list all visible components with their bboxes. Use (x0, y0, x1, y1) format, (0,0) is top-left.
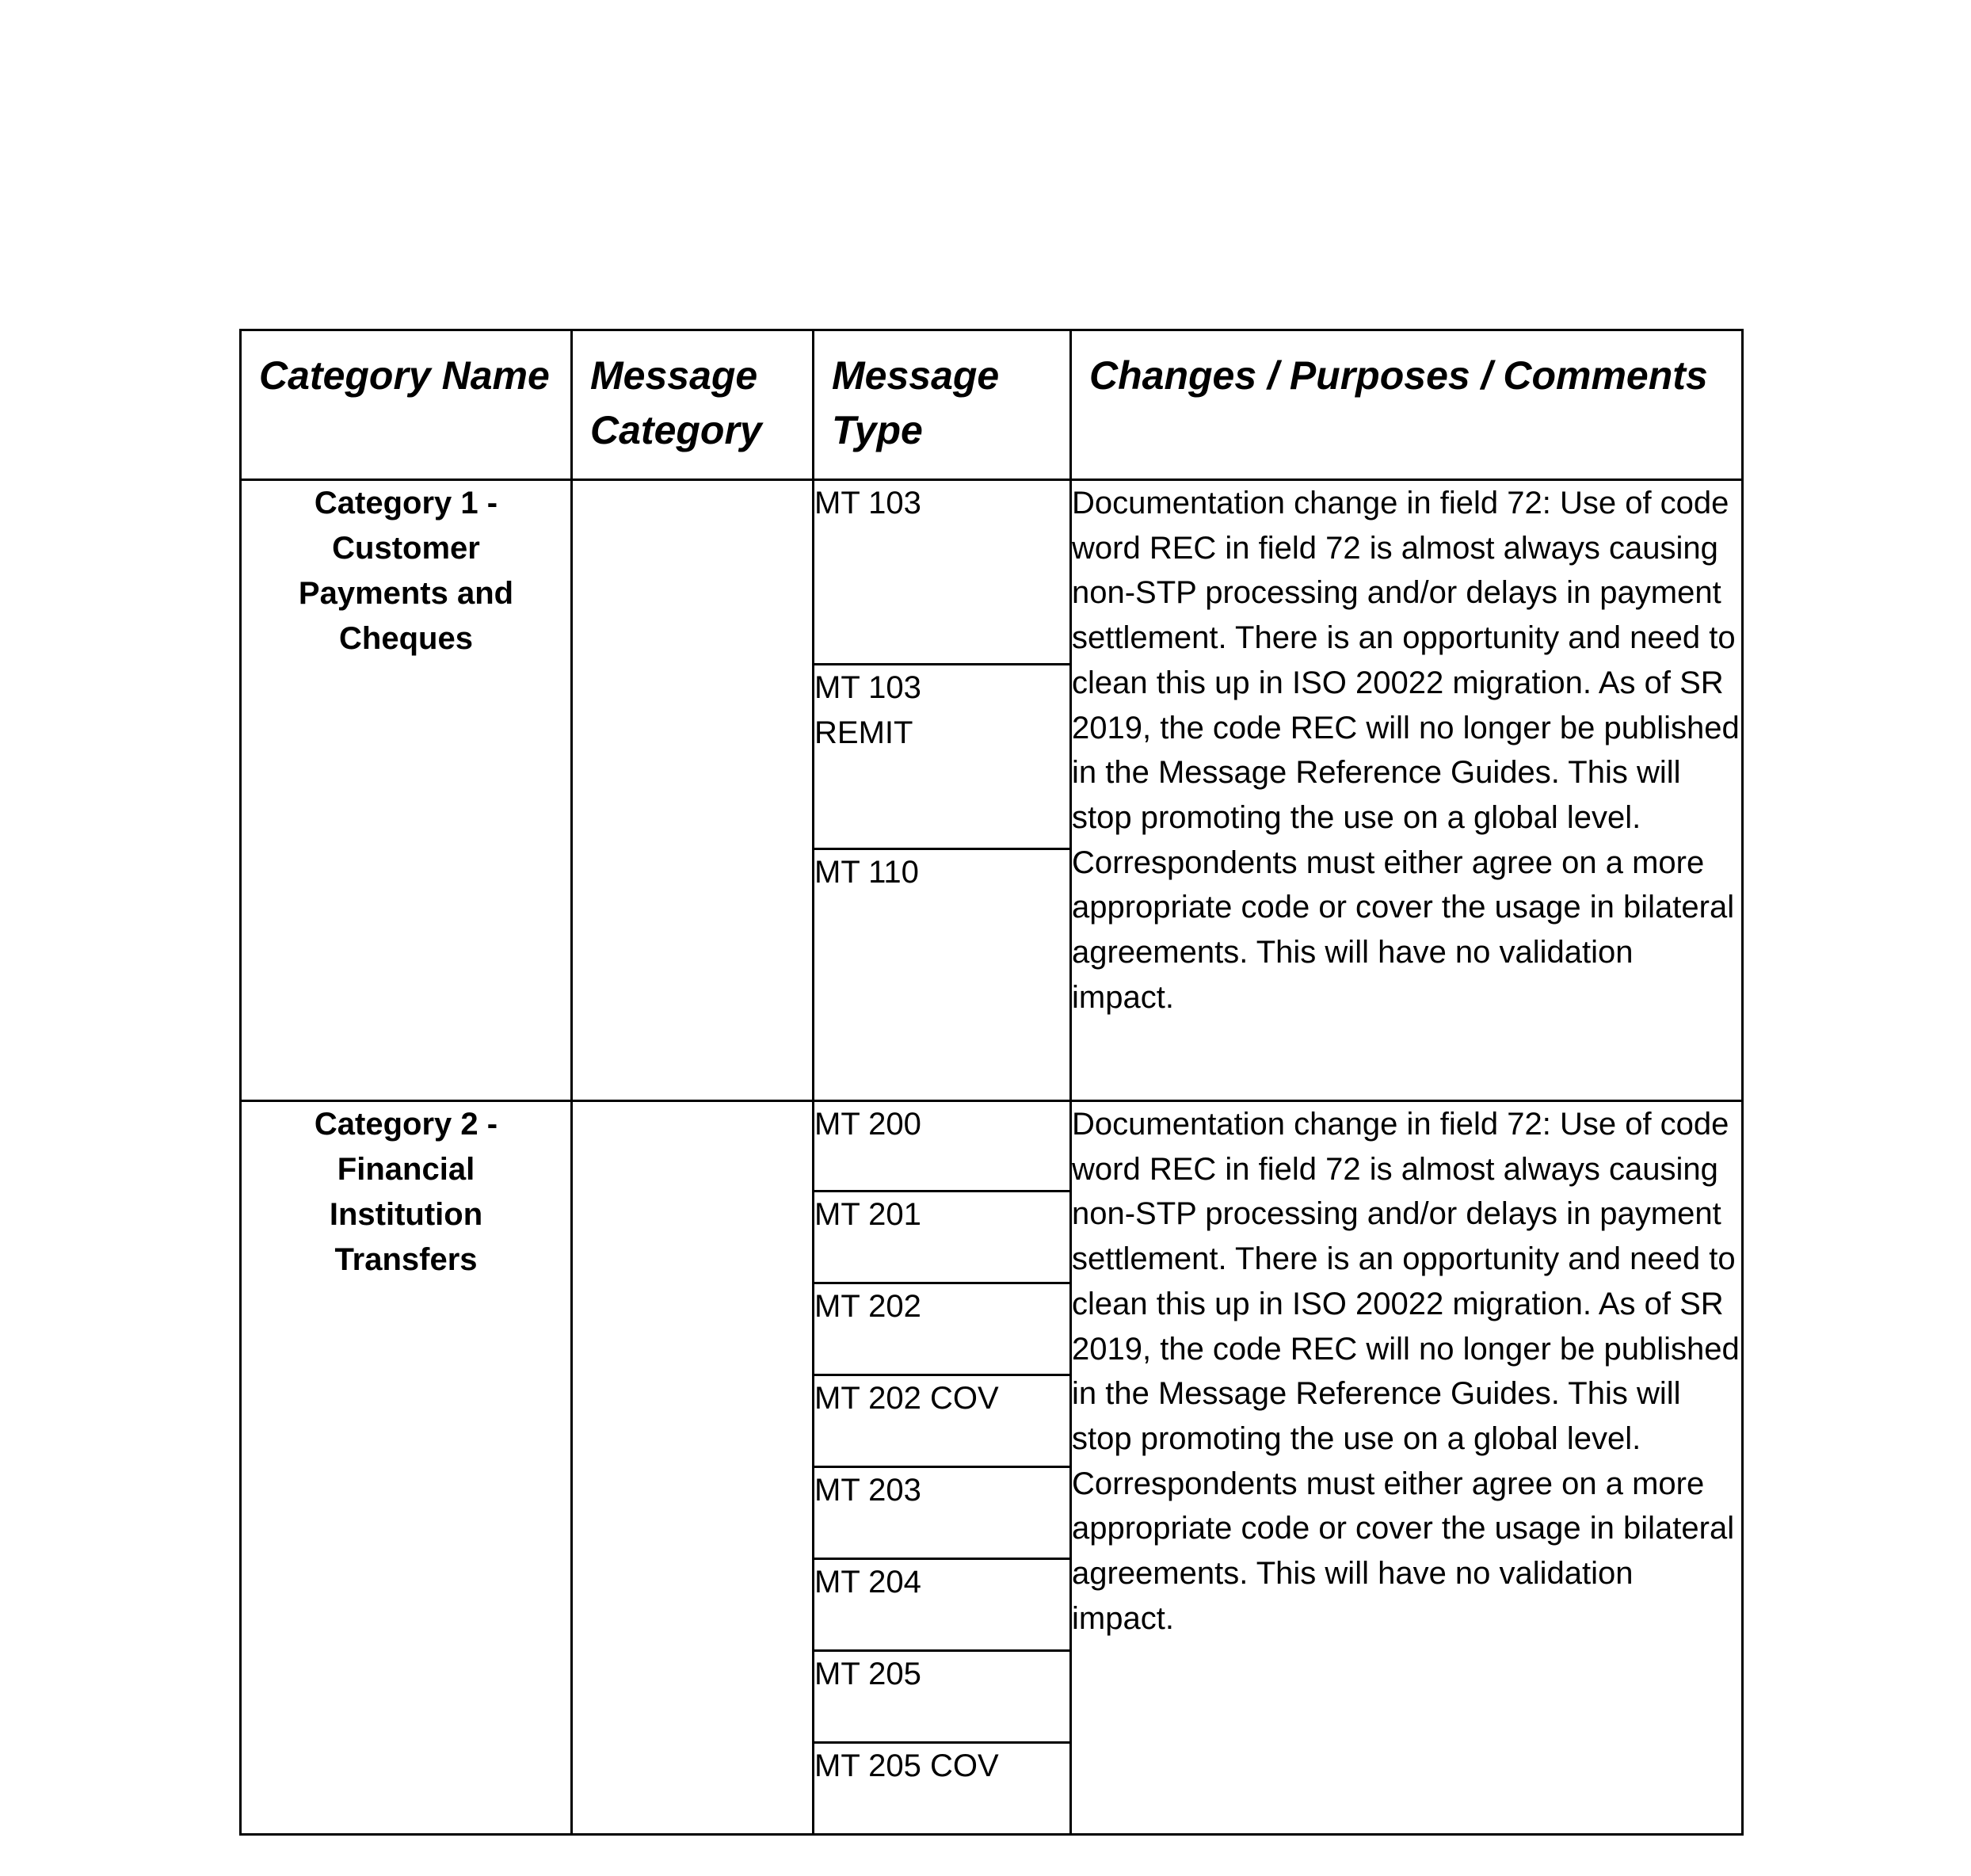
message-type-cell: MT 203 (814, 1467, 1071, 1559)
message-type-cell: MT 205 (814, 1651, 1071, 1743)
header-category-name: Category Name (241, 330, 572, 480)
message-category-cell (572, 1101, 814, 1835)
message-type-cell: MT 103 REMIT (814, 665, 1071, 849)
category-name-cell: Category 2 - Financial Institution Transfers (241, 1101, 572, 1835)
comment-cell: Documentation change in field 72: Use of code word REC in field 72 is almost always causing non-STP processing and/or delays in payment settlement. There is an opportunity and need to clean this up in ISO 20022 migration. As of SR 2019, the code REC will no longer be published in the Message Reference Guides. This will stop promoting the use on a global level. Correspondents must either agree on a more appropriate code or cover the usage in bilateral agreements. This will have no validation impact. (1071, 480, 1743, 1101)
message-type-cell: MT 103 (814, 480, 1071, 665)
table-header-row (241, 330, 1743, 480)
header-message-category: Message Category (572, 330, 814, 480)
header-comments: Changes / Purposes / Comments (1071, 330, 1743, 480)
message-type-cell: MT 201 (814, 1192, 1071, 1283)
comment-cell: Documentation change in field 72: Use of code word REC in field 72 is almost always causing non-STP processing and/or delays in payment settlement. There is an opportunity and need to clean this up in ISO 20022 migration. As of SR 2019, the code REC will no longer be published in the Message Reference Guides. This will stop promoting the use on a global level. Correspondents must either agree on a more appropriate code or cover the usage in bilateral agreements. This will have no validation impact. (1071, 1101, 1743, 1835)
message-type-cell: MT 202 COV (814, 1375, 1071, 1467)
message-type-cell: MT 204 (814, 1559, 1071, 1651)
message-type-cell: MT 202 (814, 1283, 1071, 1375)
message-category-cell (572, 480, 814, 1101)
message-type-cell: MT 200 (814, 1101, 1071, 1192)
message-changes-table (239, 329, 1744, 1836)
header-message-type: Message Type (814, 330, 1071, 480)
table-row (241, 1101, 1743, 1192)
message-type-cell: MT 110 (814, 849, 1071, 1101)
category-name-cell: Category 1 - Customer Payments and Cheques (241, 480, 572, 1101)
message-type-cell: MT 205 COV (814, 1743, 1071, 1835)
table-row (241, 480, 1743, 665)
